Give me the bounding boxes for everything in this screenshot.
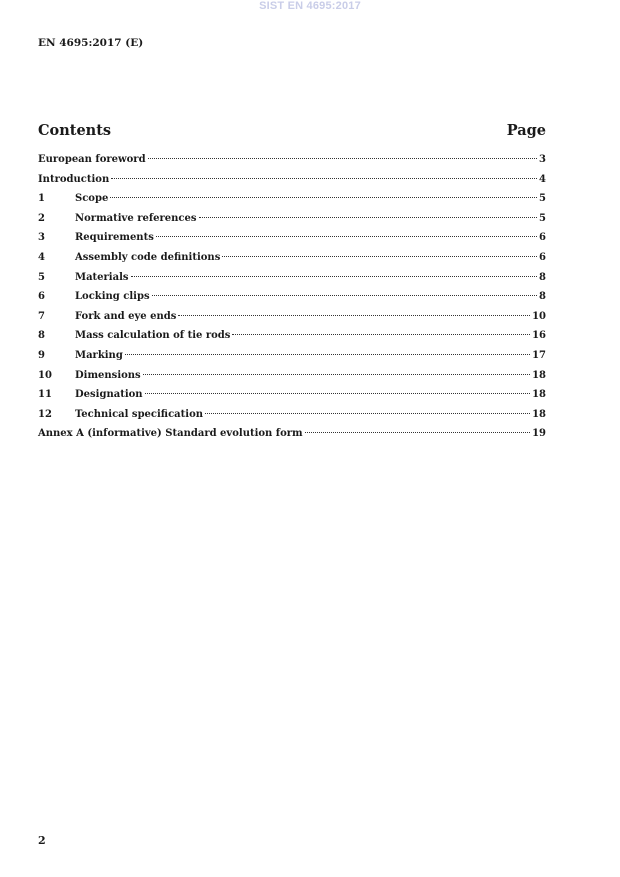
toc-entry-page: 4 bbox=[539, 173, 546, 185]
toc-entry[interactable] bbox=[38, 272, 546, 292]
toc-entry-page: 8 bbox=[539, 291, 546, 303]
toc-entry[interactable] bbox=[38, 252, 546, 272]
toc-entry-number: 12 bbox=[38, 408, 52, 420]
toc-dot-leader bbox=[305, 432, 530, 433]
toc-entry-number: 7 bbox=[38, 310, 45, 322]
toc-entry-page: 5 bbox=[539, 193, 546, 205]
toc-entry-number: 2 bbox=[38, 212, 45, 224]
toc-entry-page: 10 bbox=[532, 310, 546, 322]
toc-entry-number: 5 bbox=[38, 271, 45, 283]
toc-entry[interactable] bbox=[38, 291, 546, 311]
table-of-contents bbox=[38, 154, 546, 448]
toc-dot-leader bbox=[232, 334, 530, 335]
toc-entry-number: 8 bbox=[38, 330, 45, 342]
toc-entry-page: 18 bbox=[532, 389, 546, 401]
contents-heading: Contents bbox=[38, 122, 112, 139]
toc-entry-page: 5 bbox=[539, 212, 546, 224]
toc-entry-page: 19 bbox=[532, 428, 546, 440]
toc-entry[interactable] bbox=[38, 193, 546, 213]
toc-dot-leader bbox=[205, 413, 530, 414]
toc-dot-leader bbox=[145, 393, 531, 394]
toc-entry-title: Fork and eye ends bbox=[75, 310, 177, 322]
toc-dot-leader bbox=[143, 374, 530, 375]
toc-entry-page: 17 bbox=[532, 349, 546, 361]
toc-entry-title: Requirements bbox=[75, 232, 154, 244]
toc-entry-number: 10 bbox=[38, 369, 52, 381]
toc-dot-leader bbox=[131, 276, 538, 277]
toc-entry-number: 1 bbox=[38, 193, 45, 205]
toc-dot-leader bbox=[156, 236, 537, 237]
toc-entry-title: Marking bbox=[75, 349, 123, 361]
toc-entry-number: 11 bbox=[38, 389, 52, 401]
toc-entry-title: Dimensions bbox=[75, 369, 141, 381]
toc-dot-leader bbox=[111, 178, 537, 179]
toc-entry-page: 3 bbox=[539, 154, 546, 165]
toc-entry-number: 3 bbox=[38, 232, 45, 244]
toc-dot-leader bbox=[178, 315, 530, 316]
toc-entry-page: 8 bbox=[539, 271, 546, 283]
toc-dot-leader bbox=[222, 256, 537, 257]
toc-entry-number: 9 bbox=[38, 349, 45, 361]
toc-entry-page: 18 bbox=[532, 408, 546, 420]
toc-entry-title: Locking clips bbox=[75, 291, 150, 303]
toc-entry-number: 4 bbox=[38, 251, 45, 263]
contents-header bbox=[38, 122, 546, 139]
watermark: SIST EN 4695:2017 bbox=[259, 0, 361, 12]
toc-entry-number: 6 bbox=[38, 291, 45, 303]
toc-entry[interactable] bbox=[38, 232, 546, 252]
toc-dot-leader bbox=[152, 295, 537, 296]
toc-entry[interactable] bbox=[38, 409, 546, 429]
toc-entry[interactable] bbox=[38, 174, 546, 194]
toc-entry-page: 6 bbox=[539, 232, 546, 244]
page-heading: Page bbox=[506, 122, 546, 139]
document-id: EN 4695:2017 (E) bbox=[38, 37, 144, 49]
toc-dot-leader bbox=[110, 197, 537, 198]
toc-entry-page: 16 bbox=[532, 330, 546, 342]
toc-entry-title: Technical specification bbox=[75, 408, 204, 420]
toc-entry[interactable] bbox=[38, 389, 546, 409]
toc-entry[interactable] bbox=[38, 154, 546, 174]
toc-entry-title: Introduction bbox=[38, 173, 110, 185]
toc-entry[interactable] bbox=[38, 370, 546, 390]
toc-entry-title: Normative references bbox=[75, 212, 197, 224]
toc-entry[interactable] bbox=[38, 428, 546, 448]
toc-entry[interactable] bbox=[38, 311, 546, 331]
toc-entry-title: Assembly code definitions bbox=[75, 251, 221, 263]
toc-entry[interactable] bbox=[38, 213, 546, 233]
page-number: 2 bbox=[38, 834, 46, 847]
toc-dot-leader bbox=[199, 217, 538, 218]
toc-entry[interactable] bbox=[38, 330, 546, 350]
toc-entry-title: Mass calculation of tie rods bbox=[75, 330, 231, 342]
toc-dot-leader bbox=[125, 354, 530, 355]
toc-dot-leader bbox=[148, 158, 537, 159]
toc-entry-title: Designation bbox=[75, 389, 143, 401]
toc-entry[interactable] bbox=[38, 350, 546, 370]
toc-entry-page: 18 bbox=[532, 369, 546, 381]
toc-entry-title: Scope bbox=[75, 193, 109, 205]
toc-entry-title: Materials bbox=[75, 271, 129, 283]
toc-entry-title: European foreword bbox=[38, 154, 146, 165]
toc-entry-title: Annex A (informative) Standard evolution form bbox=[38, 428, 303, 440]
toc-entry-page: 6 bbox=[539, 251, 546, 263]
